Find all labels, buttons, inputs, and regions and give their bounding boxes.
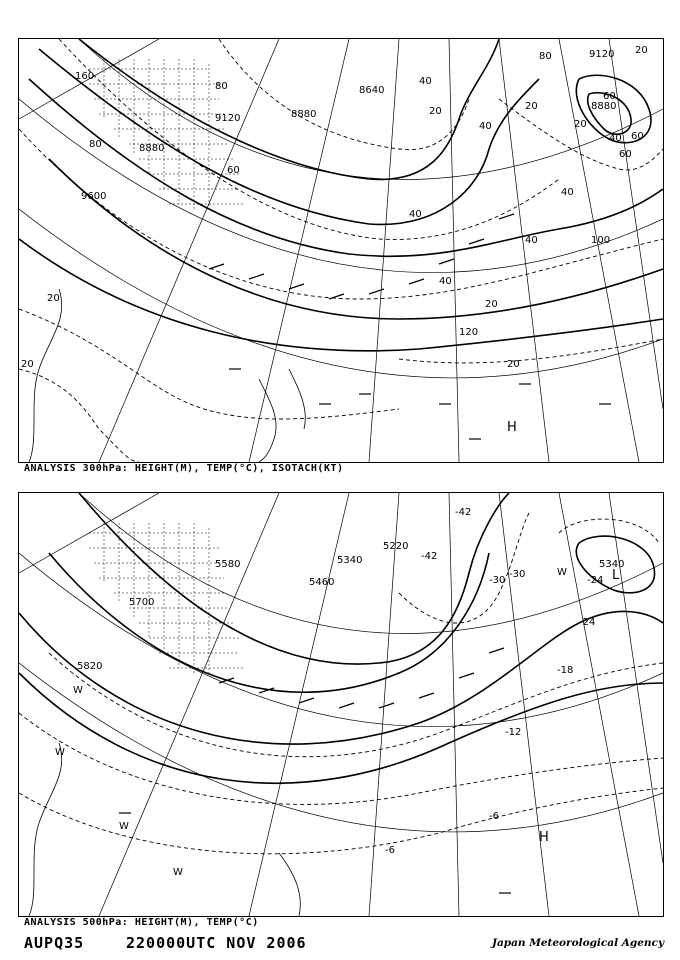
map-300hpa-canvas	[19, 39, 663, 462]
isotach-label: 40	[609, 133, 622, 144]
temperature-labels-500	[385, 507, 603, 856]
agency-name: Japan Meteorological Agency	[492, 937, 665, 949]
height-label: 5340	[337, 555, 363, 566]
height-label: 5700	[129, 597, 155, 608]
isotach-label: 80	[215, 81, 228, 92]
isotach-label: 40	[561, 187, 574, 198]
caption-300hpa: ANALYSIS 300hPa: HEIGHT(M), TEMP(°C), ISOTACH(KT)	[24, 463, 344, 474]
map-500hpa-canvas	[19, 493, 663, 916]
coastline	[29, 289, 305, 462]
temperature-label: -24	[579, 617, 596, 628]
isotach-label: 60	[619, 149, 632, 160]
temperature-label: -42	[455, 507, 472, 518]
isotach-label: 20	[485, 299, 498, 310]
isotach-label: 20	[574, 119, 587, 130]
temperature-label: -18	[557, 665, 574, 676]
isotach-label: 40	[479, 121, 492, 132]
warm-center-label: W	[557, 567, 567, 578]
height-label: 5340	[599, 559, 625, 570]
temperature-label: -24	[587, 575, 604, 586]
isotach-label: 120	[459, 327, 479, 338]
isotach-label: 20	[525, 101, 538, 112]
temperature-label: -30	[509, 569, 526, 580]
temperature-label: -12	[505, 727, 522, 738]
warm-center-label: W	[73, 685, 83, 696]
height-label: 9120	[589, 49, 615, 60]
temperature-label: -6	[489, 811, 499, 822]
isotach-label: 60	[631, 131, 644, 142]
height-labels-300	[81, 49, 616, 202]
low-pressure-label: L	[612, 568, 620, 583]
height-label: 5820	[77, 661, 103, 672]
isotach-contours	[19, 39, 663, 462]
wind-barbs	[209, 214, 611, 439]
pressure-centers-300	[507, 420, 517, 435]
graticule	[19, 39, 663, 462]
hatched-region	[89, 523, 244, 673]
chart-code: AUPQ35	[24, 934, 85, 952]
isotach-label: 40	[439, 276, 452, 287]
isotach-label: 20	[635, 45, 648, 56]
warm-center-label: W	[119, 821, 129, 832]
isotach-label: 60	[227, 165, 240, 176]
isotach-label: 80	[539, 51, 552, 62]
isotach-label: 40	[409, 209, 422, 220]
height-label: 8880	[291, 109, 317, 120]
temperature-label: -30	[489, 575, 506, 586]
height-label: 8880	[139, 143, 165, 154]
isotach-label: 20	[429, 106, 442, 117]
caption-500hpa: ANALYSIS 500hPa: HEIGHT(M), TEMP(°C)	[24, 917, 259, 928]
isotach-label: 40	[525, 235, 538, 246]
valid-time: 220000UTC NOV 2006	[126, 934, 307, 952]
coastline	[29, 743, 300, 916]
pressure-centers-500	[55, 567, 620, 878]
map-panel-300hpa	[18, 38, 664, 463]
height-label: 9600	[81, 191, 107, 202]
isotach-label: 40	[419, 76, 432, 87]
height-contours	[19, 493, 663, 783]
temperature-label: -42	[421, 551, 438, 562]
height-label: 9120	[215, 113, 241, 124]
height-label: 5220	[383, 541, 409, 552]
isotach-label: 60	[603, 91, 616, 102]
isotach-label: 20	[21, 359, 34, 370]
height-label: 8880	[591, 101, 617, 112]
height-label: 8640	[359, 85, 385, 96]
height-label: 5460	[309, 577, 335, 588]
isotach-label: 20	[507, 359, 520, 370]
temperature-label: -6	[385, 845, 395, 856]
isotach-label: 160	[75, 71, 95, 82]
isotach-labels-300	[21, 45, 648, 370]
isotach-label: 80	[89, 139, 102, 150]
isotach-label: 20	[47, 293, 60, 304]
wind-barbs	[119, 648, 511, 893]
height-labels-500	[77, 541, 624, 672]
warm-center-label: W	[55, 747, 65, 758]
warm-center-label: W	[173, 867, 183, 878]
isotach-label: 100	[591, 235, 611, 246]
height-label: 5580	[215, 559, 241, 570]
high-pressure-label: H	[507, 420, 517, 435]
high-pressure-label: H	[539, 830, 549, 845]
map-panel-500hpa	[18, 492, 664, 917]
